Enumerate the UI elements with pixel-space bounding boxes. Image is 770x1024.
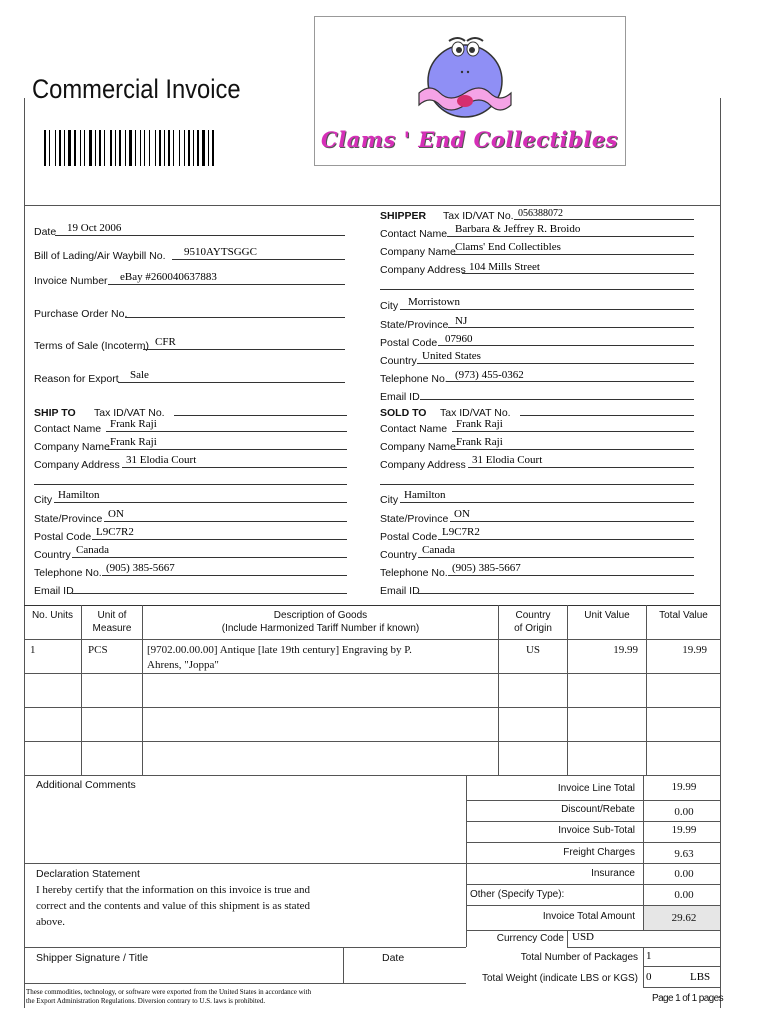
discount-label: Discount/Rebate [561,804,635,815]
packages-value[interactable]: 1 [646,950,652,962]
header-uom-1: Unit of [97,610,127,621]
export-notice-line-1: These commodities, technology, or software were exported from the United States in accordance with [26,988,312,996]
sold-to-company-label: Company Name [380,441,456,453]
sold-to-company[interactable]: Frank Raji [456,436,503,448]
weight-value[interactable]: 0 [646,971,652,983]
shipper-email-label: Email ID [380,391,420,403]
shipper-state-label: State/Province [380,319,449,331]
company-logo [314,16,626,166]
shipper-city-label: City [380,300,399,312]
ship-to-phone[interactable]: (905) 385-5667 [106,562,175,574]
declaration-label: Declaration Statement [36,868,140,880]
subtotal-value[interactable]: 19.99 [671,824,697,836]
declaration-line-2: correct and the contents and value of this shipment is as stated [36,900,311,912]
total-amount-label: Invoice Total Amount [542,911,635,922]
logo-text: Clams ' End Collectibles [321,127,619,152]
shipper-tax-label: Tax ID/VAT No. [443,210,514,222]
total-amount-value[interactable]: 29.62 [671,912,697,924]
sold-to-contact[interactable]: Frank Raji [456,418,503,430]
export-notice-line-2: the Export Administration Regulations. Diversion contrary to U.S. laws is prohibited. [26,997,266,1005]
ship-to-country-label: Country [34,549,71,561]
additional-comments-label: Additional Comments [36,779,136,791]
insurance-value[interactable]: 0.00 [674,868,694,880]
ship-to-postal[interactable]: L9C7R2 [96,526,134,538]
ship-to-tax-label: Tax ID/VAT No. [94,407,165,419]
sold-to-city[interactable]: Hamilton [404,489,446,501]
row-total-value[interactable]: 19.99 [682,644,707,656]
ship-to-country[interactable]: Canada [76,544,109,556]
currency-label: Currency Code [496,933,564,944]
shipper-company[interactable]: Clams' End Collectibles [455,241,561,253]
ship-to-city-label: City [34,494,53,506]
row-desc-line-2[interactable]: Ahrens, "Joppa" [147,659,219,671]
header-desc-2: (Include Harmonized Tariff Number if known) [221,623,420,634]
sold-to-phone[interactable]: (905) 385-5667 [452,562,521,574]
packages-label: Total Number of Packages [520,952,638,963]
field-label: Bill of Lading/Air Waybill No. [34,250,166,262]
sold-to-state[interactable]: ON [454,508,470,520]
field-value[interactable]: 9510AYTSGGC [184,246,257,258]
weight-unit[interactable]: LBS [690,971,711,983]
field-label: Terms of Sale (Incoterm) [34,340,149,352]
shipper-address-label: Company Address [380,264,466,276]
header-units: No. Units [31,610,74,621]
sold-to-tax-label: Tax ID/VAT No. [440,407,511,419]
row-units[interactable]: 1 [30,644,36,656]
ship-to-postal-label: Postal Code [34,531,92,543]
sold-to-contact-label: Contact Name [380,423,448,435]
ship-to-address[interactable]: 31 Elodia Court [126,454,197,466]
field-value[interactable]: 19 Oct 2006 [67,222,122,234]
shipper-address[interactable]: 104 Mills Street [469,261,540,273]
sold-to-email-label: Email ID [380,585,420,597]
ship-to-email-label: Email ID [34,585,74,597]
shipper-contact-label: Contact Name [380,228,448,240]
other-label: Other (Specify Type): [470,889,565,900]
line-total-value[interactable]: 19.99 [671,781,697,793]
freight-value[interactable]: 9.63 [674,848,694,860]
field-value[interactable]: Sale [130,369,149,381]
currency-value[interactable]: USD [572,931,595,943]
row-unit-value[interactable]: 19.99 [613,644,638,656]
ship-to-phone-label: Telephone No. [34,567,102,579]
barcode [44,130,264,166]
sold-to-heading: SOLD TO [380,407,427,419]
field-value[interactable]: eBay #260040637883 [120,271,217,283]
shipper-country-label: Country [380,355,417,367]
declaration-line-3: above. [36,916,66,928]
weight-label: Total Weight (indicate LBS or KGS) [482,973,638,984]
shipper-signature-label: Shipper Signature / Title [36,952,149,964]
header-uom-2: Measure [92,623,132,634]
header-origin-2: of Origin [514,623,552,634]
sold-to-postal-label: Postal Code [380,531,438,543]
shipper-phone[interactable]: (973) 455-0362 [455,369,524,381]
sold-to-postal[interactable]: L9C7R2 [442,526,480,538]
line-total-label: Invoice Line Total [557,783,635,794]
freight-label: Freight Charges [563,847,635,858]
ship-to-company[interactable]: Frank Raji [110,436,157,448]
shipper-country[interactable]: United States [422,350,481,362]
document-title: Commercial Invoice [32,74,241,104]
header-unit-value: Unit Value [584,610,630,621]
shipper-city[interactable]: Morristown [408,296,460,308]
ship-to-contact[interactable]: Frank Raji [110,418,157,430]
shipper-company-label: Company Name [380,246,456,258]
row-uom[interactable]: PCS [88,644,108,656]
field-label: Date [34,226,57,238]
field-label: Purchase Order No. [34,308,128,320]
row-origin[interactable]: US [525,644,541,656]
sold-to-state-label: State/Province [380,513,449,525]
sold-to-city-label: City [380,494,399,506]
row-desc-line-1[interactable]: [9702.00.00.00] Antique [late 19th century] Engraving by P. [147,644,412,656]
header-total-value: Total Value [659,610,708,621]
sold-to-address-label: Company Address [380,459,466,471]
ship-to-state[interactable]: ON [108,508,124,520]
discount-value[interactable]: 0.00 [674,806,694,818]
ship-to-state-label: State/Province [34,513,103,525]
declaration-line-1: I hereby certify that the information on this invoice is true and [36,884,311,896]
ship-to-company-label: Company Name [34,441,110,453]
ship-to-address-label: Company Address [34,459,120,471]
sold-to-phone-label: Telephone No. [380,567,448,579]
subtotal-label: Invoice Sub-Total [558,825,635,836]
signature-date-label: Date [382,952,405,964]
page-indicator: Page 1 of 1 pages [652,993,723,1004]
sold-to-address[interactable]: 31 Elodia Court [472,454,543,466]
sold-to-country[interactable]: Canada [422,544,455,556]
ship-to-contact-label: Contact Name [34,423,102,435]
shipper-phone-label: Telephone No. [380,373,448,385]
shipper-heading: SHIPPER [380,210,427,222]
header-desc-1: Description of Goods [273,610,368,621]
shipper-contact[interactable]: Barbara & Jeffrey R. Broido [455,223,581,235]
field-label: Reason for Export [34,373,119,385]
field-value[interactable]: CFR [155,336,176,348]
shipper-postal[interactable]: 07960 [445,333,473,345]
field-label: Invoice Number [34,275,108,287]
shipper-postal-label: Postal Code [380,337,438,349]
other-value[interactable]: 0.00 [674,889,694,901]
insurance-label: Insurance [591,868,635,879]
header-origin-1: Country [515,610,551,621]
shipper-tax-value[interactable]: 056388072 [518,208,563,219]
ship-to-heading: SHIP TO [34,407,76,419]
ship-to-city[interactable]: Hamilton [58,489,100,501]
shipper-state[interactable]: NJ [455,315,468,327]
sold-to-country-label: Country [380,549,417,561]
